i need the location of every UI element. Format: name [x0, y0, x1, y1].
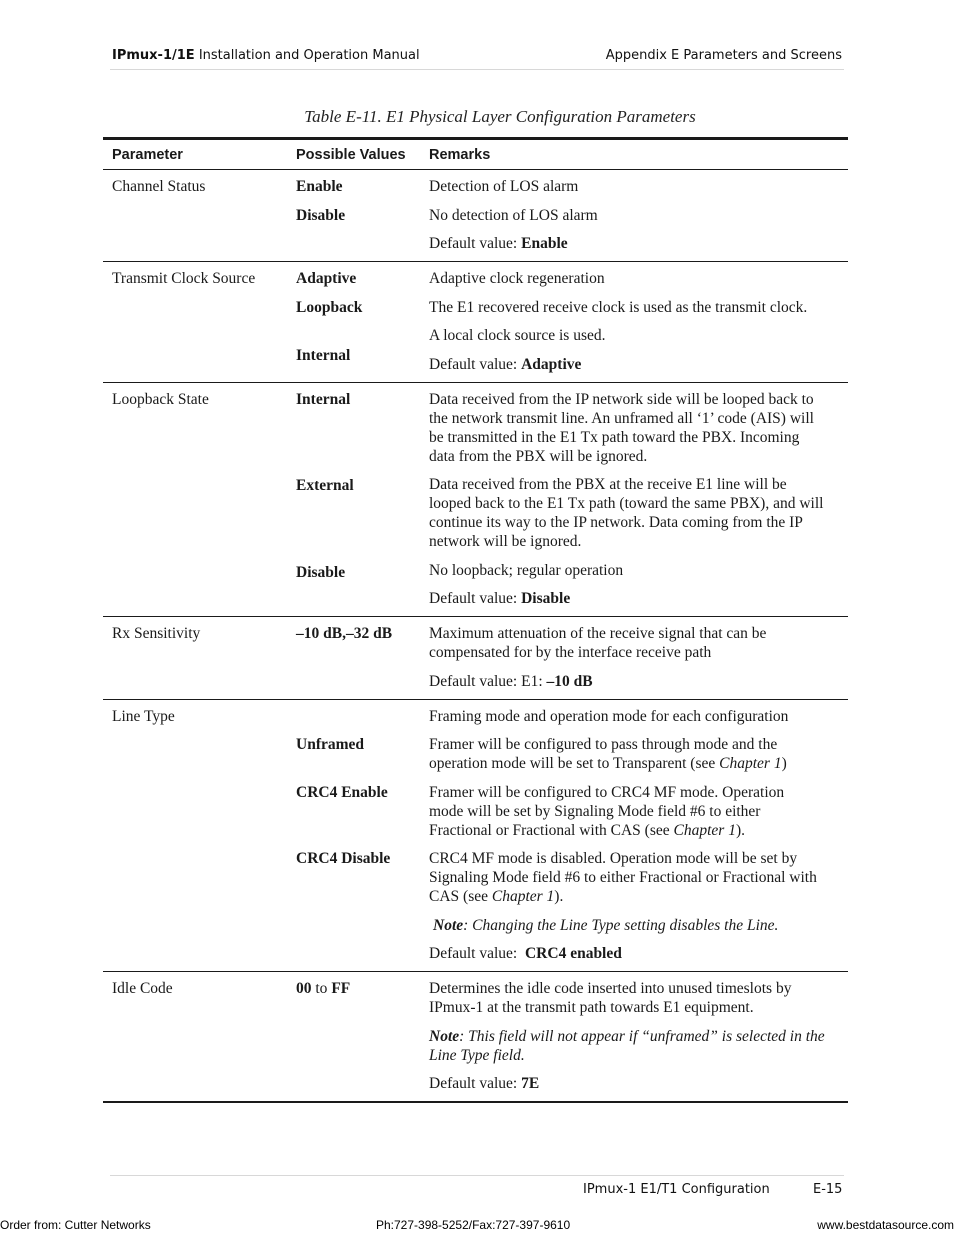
possible-values: Internal External Disable [296, 390, 354, 581]
possible-values: Adaptive Loopback Internal [296, 270, 363, 364]
table-row [103, 699, 848, 972]
parameter-name: Idle Code [112, 980, 173, 997]
table-row [103, 972, 848, 1103]
parameter-name: Loopback State [112, 390, 209, 408]
order-source: Order from: Cutter Networks [0, 1218, 151, 1232]
parameters-table [103, 137, 848, 1103]
default-value: Adaptive [521, 355, 582, 373]
table-header-row [103, 139, 848, 170]
parameter-name: Line Type [112, 707, 175, 725]
note: Note: This field will not appear if “unframed” is selected in the [429, 1027, 825, 1045]
remarks: Detection of LOS alarm No detection of LOS alarm Default value: Enable [429, 178, 598, 252]
default-value: Disable [521, 590, 571, 607]
running-header-title [112, 48, 420, 63]
table-caption: Table E-11. E1 Physical Layer Configuration Parameters [304, 107, 696, 126]
order-website: www.bestdatasource.com [817, 1218, 954, 1232]
order-phone: Ph:727-398-5252/Fax:727-397-9610 [376, 1218, 571, 1232]
possible-values: Enable Disable [296, 178, 346, 224]
parameter-name: Channel Status [112, 178, 206, 195]
column-header-values: Possible Values [287, 139, 420, 170]
header-manual: Installation and Operation Manual [198, 48, 420, 63]
column-header-parameter: Parameter [103, 139, 287, 170]
default-value: 7E [521, 1075, 540, 1092]
running-header-section: Appendix E Parameters and Screens [605, 48, 842, 63]
remarks: Determines the idle code inserted into unused timeslots by IPmux-1 at the transmit path towards E1 equipment. Note: This field will not appear if “unframed” is selected in the Line Type field. Default value: 7E [420, 972, 848, 1103]
parameter-name: Rx Sensitivity [112, 625, 201, 642]
parameter-name: Transmit Clock Source [112, 270, 256, 287]
remarks: Data received from the IP network side will be looped back to the network transmit line. An unframed all ‘1’ code (AIS) will be transmitted in the E1 Tx path toward the PBX. Incoming data from the PBX will be ignored. Data received from the PBX at the receive E1 line will be looped back to the E1 Tx path (toward the same PBX), and will continue its way to the IP network. Data coming from the IP network will be ignored. No loopback; regular operation Default value: Disable [429, 390, 824, 607]
possible-values: –10 dB,–32 dB [296, 625, 393, 642]
table-row [103, 617, 848, 700]
default-value: CRC4 enabled [524, 945, 622, 962]
footer-rule [110, 1175, 844, 1176]
default-value: –10 dB [546, 672, 593, 690]
possible-values: 00 to FF [296, 980, 351, 997]
column-header-remarks: Remarks [420, 139, 848, 170]
remarks: Maximum attenuation of the receive signal that can be compensated for by the interface receive path Default value: E1: –10 dB [429, 625, 767, 690]
possible-values: Unframed CRC4 Enable CRC4 Disable [296, 736, 391, 867]
table-row [103, 262, 848, 383]
remarks: Adaptive clock regeneration The E1 recovered receive clock is used as the transmit clock. A local clock source is used. Default value: Adaptive [429, 270, 808, 373]
header-rule [110, 69, 844, 70]
page-number: E-15 [813, 1182, 843, 1197]
table-row [103, 170, 848, 262]
note: Note: Changing the Line Type setting disables the Line. [433, 916, 779, 934]
table-row [103, 382, 848, 617]
remarks: Framing mode and operation mode for each configuration Framer will be configured to pass through mode and the operation mode will be set to Transparent (see Chapter 1) Framer will be configured to CRC4 MF mode. Operation mode will be set by Signaling Mode field #6 to either Fractional or Fractional with CAS (see Chapter 1). CRC4 MF mode is disabled. Operation mode will be set by Signaling Mode field #6 to either Fractional or Fractional with CAS (see Chapter 1). Note: Changing the Line Type setting disables the Line. Default value: CRC4 enabled [420, 699, 848, 972]
header-product: IPmux-1/1E [112, 48, 195, 63]
footer-title: IPmux-1 E1/T1 Configuration [583, 1182, 770, 1197]
default-value: Enable [521, 235, 568, 252]
